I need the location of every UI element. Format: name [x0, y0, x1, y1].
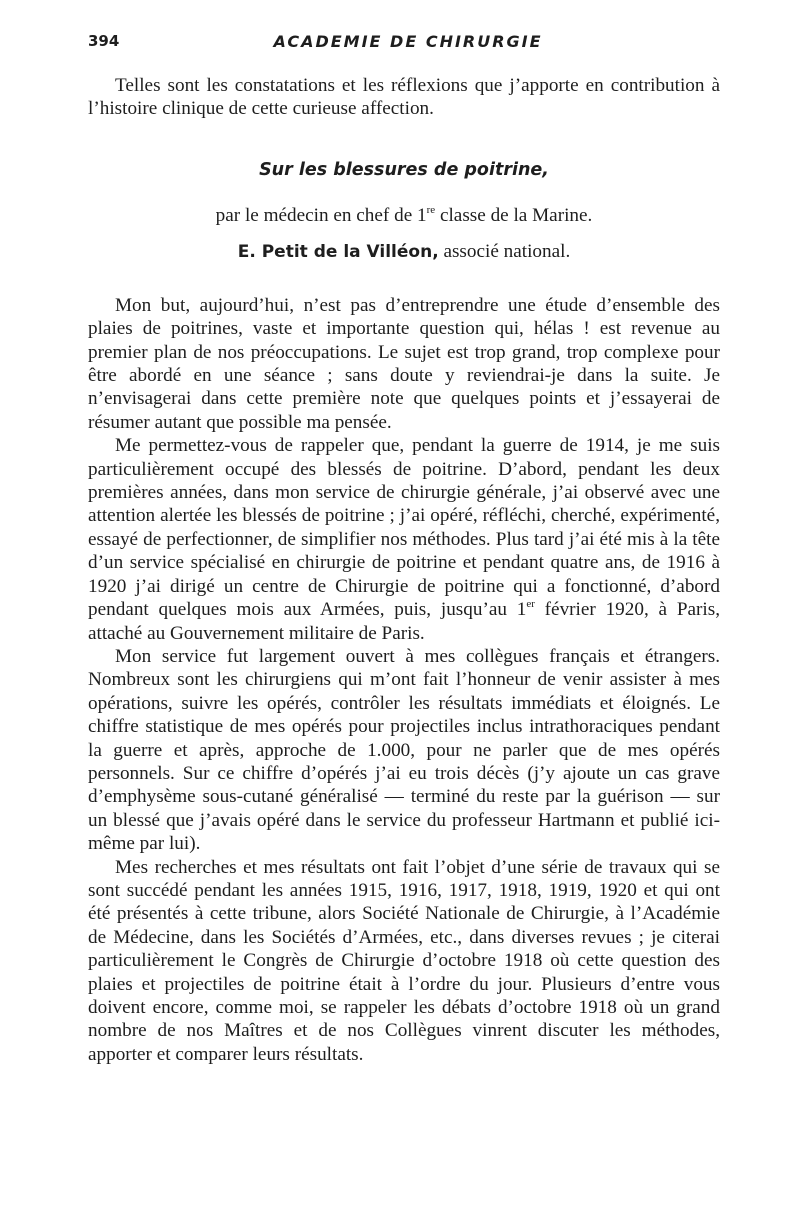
paragraph-4: Mes recherches et mes résultats ont fait l’objet d’une série de travaux qui se sont succédé pendant les années 1915, 1916, 1917, 1918, 1919, 1920 et qui ont été présentés à cette tribune, alors Société Nationale de Chirurgie, à l’Académie de Médecine, dans les Sociétés d’Armées, etc., dans diverses revues ; je citerai particulièrement le Congrès de Chirurgie d’octobre 1918 où cette question des plaies et projectiles de poitrine était à l’ordre du jour. Plusieurs d’entre vous doivent encore, comme moi, se rappeler les débats d’octobre 1918 où un grand nombre de nos Maîtres et de nos Collègues vinrent discuter les méthodes, apporter et comparer leurs résultats.	[88, 856, 720, 1065]
paragraph-1: Mon but, aujourd’hui, n’est pas d’entreprendre une étude d’ensemble des plaies de poitrines, vaste et importante question qui, hélas ! est revenue au premier plan de nos préoccupations. Le sujet est trop grand, trop complexe pour être abordé en une séance ; sans doute y reviendrai-je dans la suite. Je n’envisagerai dans cette première note que quelques points et j’essayerai de résumer autant que possible ma pensée.	[88, 294, 720, 433]
byline-author	[88, 240, 720, 264]
paragraph-2-superscript: er	[526, 598, 535, 611]
paragraph-2-text: Me permettez-vous de rappeler que, pendant la guerre de 1914, je me suis particulièrement occupé des blessés de poitrine. D’abord, pendant les deux premières années, dans mon service de chirurgie générale, j’ai observé avec une attention alertée les blessés de poitrine ; j’ai opéré, réfléchi, cherché, expérimenté, essayé de perfectionner, de simplifier nos méthodes. Plus tard j’ai été mis à la tête d’un service spécialisé en chirurgie de poitrine et pendant quatre ans, de 1916 à 1920 j’ai dirigé un centre de Chirurgie de poitrine qui a fonctionné, d’abord pendant quelques mois aux Armées, puis, jusqu’au 1	[88, 435, 720, 621]
author-name: E. Petit de la Villéon,	[237, 241, 439, 262]
byline-rank	[88, 204, 720, 227]
paragraph-2	[88, 434, 720, 645]
byline-prefix: par le médecin en chef de 1	[215, 204, 427, 226]
page-number: 394	[88, 32, 120, 50]
article-title: Sur les blessures de poitrine,	[259, 159, 549, 180]
paragraph-2-text-end: février 1920, à Paris, attaché au Gouvernement militaire de Paris.	[88, 599, 720, 644]
running-title: ACADEMIE DE CHIRURGIE	[273, 32, 543, 51]
page-body	[88, 74, 720, 1066]
paragraph-3: Mon service fut largement ouvert à mes collègues français et étrangers. Nombreux sont les chirurgiens qui m’ont fait l’honneur de venir assister à mes opérations, suivre les opérés, contrôler les résultats immédiats et éloignés. Le chiffre statistique de mes opérés pour projectiles inclus intrathoraciques pendant la guerre et après, approche de 1.000, pour ne parler que de mes opérés personnels. Sur ce chiffre d’opérés j’ai eu trois décès (j’y ajoute un cas grave d’emphysème sous-cutané généralisé — terminé du reste par la guérison — sur un blessé que j’avais opéré dans le service du professeur Hartmann et publié ici-même par lui).	[88, 645, 720, 855]
page-header	[88, 32, 728, 56]
byline-suffix: classe de la Marine.	[435, 204, 593, 226]
intro-paragraph: Telles sont les constatations et les réflexions que j’apporte en contribution à l’histoire clinique de cette curieuse affection.	[88, 75, 720, 120]
author-role: associé national.	[438, 240, 571, 262]
byline-superscript: re	[426, 203, 436, 216]
